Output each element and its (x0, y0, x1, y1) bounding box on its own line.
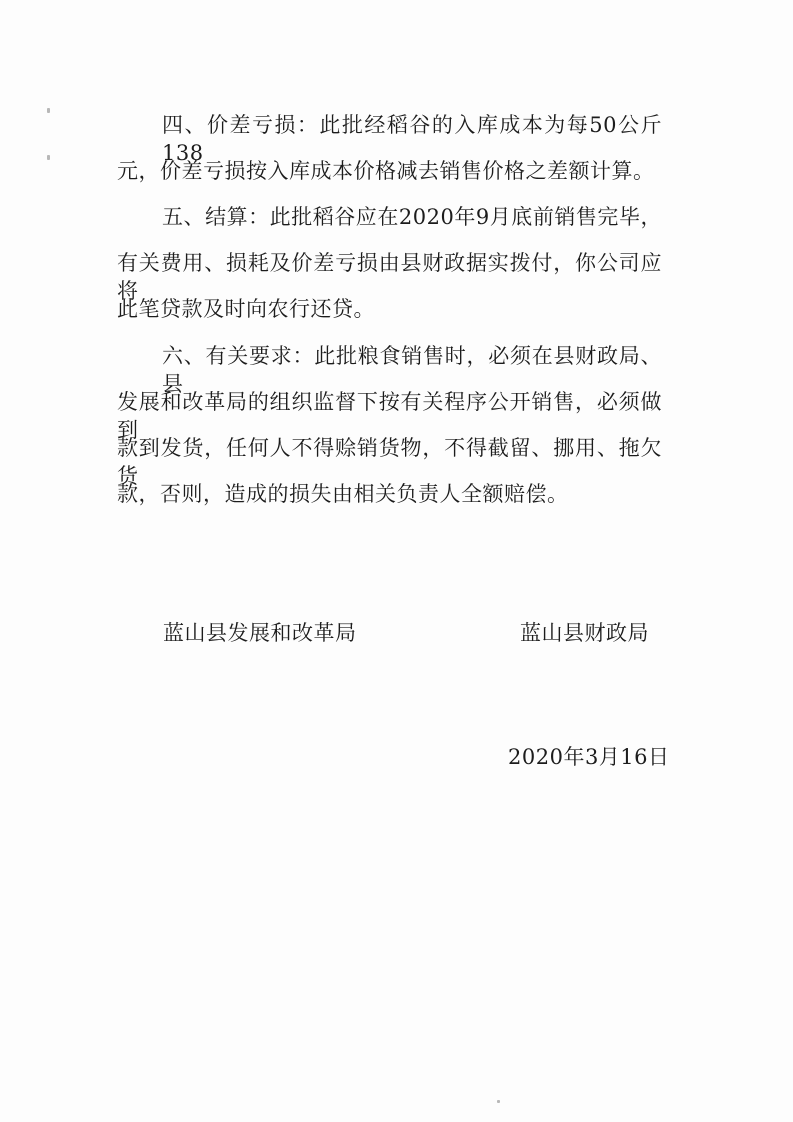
signature-right: 蓝山县财政局 (520, 621, 649, 645)
paragraph-line: 款，否则，造成的损失由相关负责人全额赔偿。 (117, 482, 569, 506)
scan-mark (497, 1100, 500, 1103)
paragraph-line: 此笔贷款及时向农行还贷。 (117, 297, 375, 321)
paragraph-line: 有关费用、损耗及价差亏损由县财政据实拨付，你公司应将 (117, 251, 662, 303)
paragraph-line: 发展和改革局的组织监督下按有关程序公开销售，必须做到 (117, 390, 662, 442)
paragraph-line: 四、价差亏损：此批经稻谷的入库成本为每50公斤138 (162, 113, 662, 165)
signature-left: 蓝山县发展和改革局 (163, 621, 357, 645)
document-date: 2020年3月16日 (508, 745, 670, 769)
paragraph-line: 款到发货，任何人不得赊销货物，不得截留、挪用、拖欠货 (117, 436, 662, 488)
paragraph-line: 元，价差亏损按入库成本价格减去销售价格之差额计算。 (117, 159, 655, 183)
scan-mark (47, 155, 50, 160)
paragraph-line: 五、结算：此批稻谷应在2020年9月底前销售完毕， (162, 205, 662, 229)
paragraph-line: 六、有关要求：此批粮食销售时，必须在县财政局、县 (162, 344, 662, 396)
scan-mark (47, 108, 50, 113)
